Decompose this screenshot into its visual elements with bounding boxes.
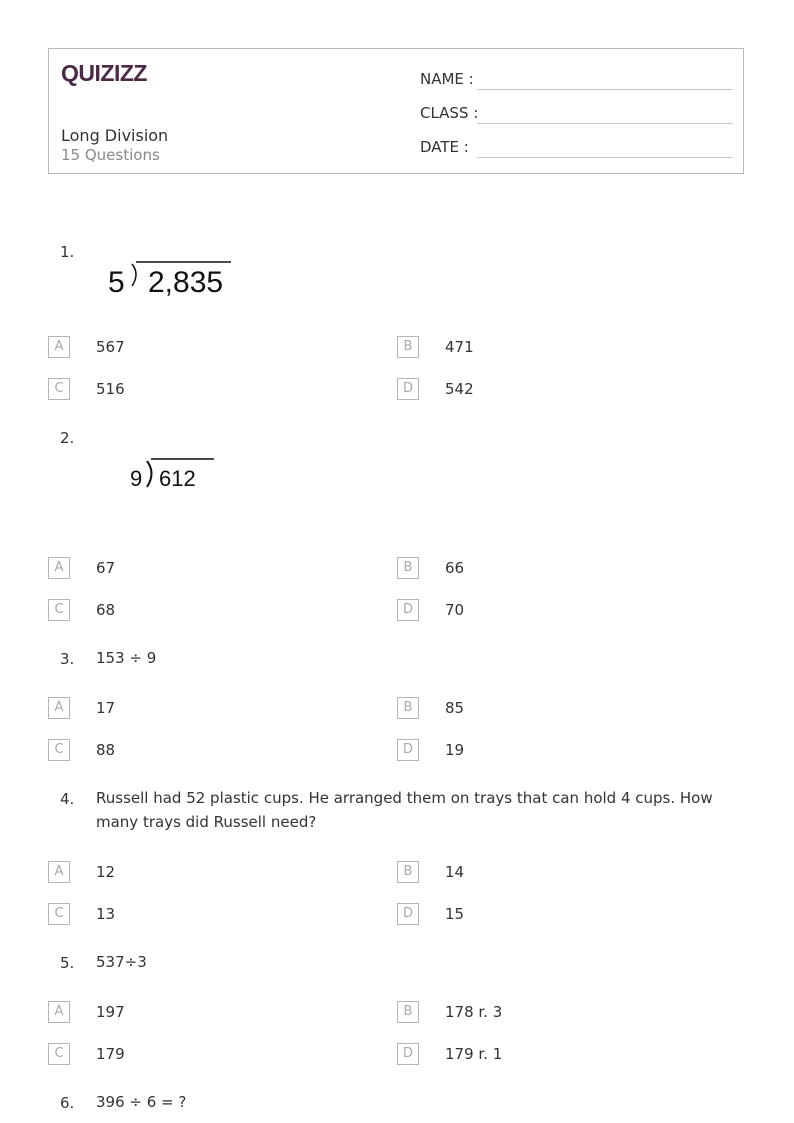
q1-option-a-text: 567	[96, 338, 125, 356]
q5-option-b-text: 178 r. 3	[445, 1003, 503, 1021]
question-6-text: 396 ÷ 6 = ?	[96, 1093, 187, 1111]
quizizz-logo	[61, 59, 161, 91]
q1-option-a-box[interactable]: A	[48, 336, 70, 358]
q4-option-c-box[interactable]: C	[48, 903, 70, 925]
q2-option-d-text: 70	[445, 601, 465, 619]
class-line[interactable]	[477, 123, 733, 124]
class-label: CLASS :	[420, 104, 479, 122]
q1-option-c-text: 516	[96, 380, 125, 398]
question-count: 15 Questions	[61, 146, 160, 164]
q2-option-c-box[interactable]: C	[48, 599, 70, 621]
q5-option-c-text: 179	[96, 1045, 125, 1063]
date-line[interactable]	[477, 157, 733, 158]
q3-option-c-text: 88	[96, 741, 116, 759]
q2-option-a-text: 67	[96, 559, 116, 577]
q3-option-b-text: 85	[445, 699, 465, 717]
q1-option-b-box[interactable]: B	[397, 336, 419, 358]
q3-option-a-text: 17	[96, 699, 116, 717]
q5-option-a-box[interactable]: A	[48, 1001, 70, 1023]
question-3-text: 153 ÷ 9	[96, 649, 157, 667]
q4-option-a-box[interactable]: A	[48, 861, 70, 883]
name-line[interactable]	[477, 89, 733, 90]
q1-dividend: 2,835	[148, 266, 224, 299]
question-5-text: 537÷3	[96, 953, 147, 971]
logo-text: QUIZIZZ	[61, 60, 147, 86]
question-5-number: 5.	[60, 954, 75, 972]
question-6-number: 6.	[60, 1094, 75, 1112]
q2-option-c-text: 68	[96, 601, 116, 619]
name-field[interactable]	[420, 66, 733, 90]
q2-option-b-text: 66	[445, 559, 465, 577]
name-label: NAME :	[420, 70, 474, 88]
question-1-number: 1.	[60, 243, 75, 261]
q1-option-d-box[interactable]: D	[397, 378, 419, 400]
question-4-text: Russell had 52 plastic cups. He arranged them on trays that can hold 4 cups. How many trays did Russell need?	[96, 789, 713, 831]
q2-option-b-box[interactable]: B	[397, 557, 419, 579]
q5-option-b-box[interactable]: B	[397, 1001, 419, 1023]
q1-option-c-box[interactable]: C	[48, 378, 70, 400]
q2-option-a-box[interactable]: A	[48, 557, 70, 579]
date-field[interactable]	[420, 134, 733, 158]
q5-option-c-box[interactable]: C	[48, 1043, 70, 1065]
q3-option-c-box[interactable]: C	[48, 739, 70, 761]
q4-option-a-text: 12	[96, 863, 116, 881]
q2-divisor: 9	[130, 466, 143, 491]
class-field[interactable]	[420, 100, 733, 124]
q4-option-d-text: 15	[445, 905, 465, 923]
q3-option-d-box[interactable]: D	[397, 739, 419, 761]
q4-option-b-box[interactable]: B	[397, 861, 419, 883]
q1-option-b-text: 471	[445, 338, 474, 356]
question-4-number: 4.	[60, 790, 75, 808]
worksheet-title: Long Division	[61, 126, 169, 145]
q3-option-a-box[interactable]: A	[48, 697, 70, 719]
question-3-number: 3.	[60, 650, 75, 668]
q5-option-d-box[interactable]: D	[397, 1043, 419, 1065]
q4-option-b-text: 14	[445, 863, 465, 881]
q3-option-b-box[interactable]: B	[397, 697, 419, 719]
question-2-number: 2.	[60, 429, 75, 447]
q1-option-d-text: 542	[445, 380, 474, 398]
q5-option-a-text: 197	[96, 1003, 125, 1021]
q2-dividend: 612	[159, 466, 196, 491]
q4-option-d-box[interactable]: D	[397, 903, 419, 925]
worksheet-header	[48, 48, 744, 174]
date-label: DATE :	[420, 138, 469, 156]
q2-option-d-box[interactable]: D	[397, 599, 419, 621]
q4-option-c-text: 13	[96, 905, 116, 923]
q1-divisor: 5	[108, 266, 125, 299]
q5-option-d-text: 179 r. 1	[445, 1045, 503, 1063]
q3-option-d-text: 19	[445, 741, 465, 759]
